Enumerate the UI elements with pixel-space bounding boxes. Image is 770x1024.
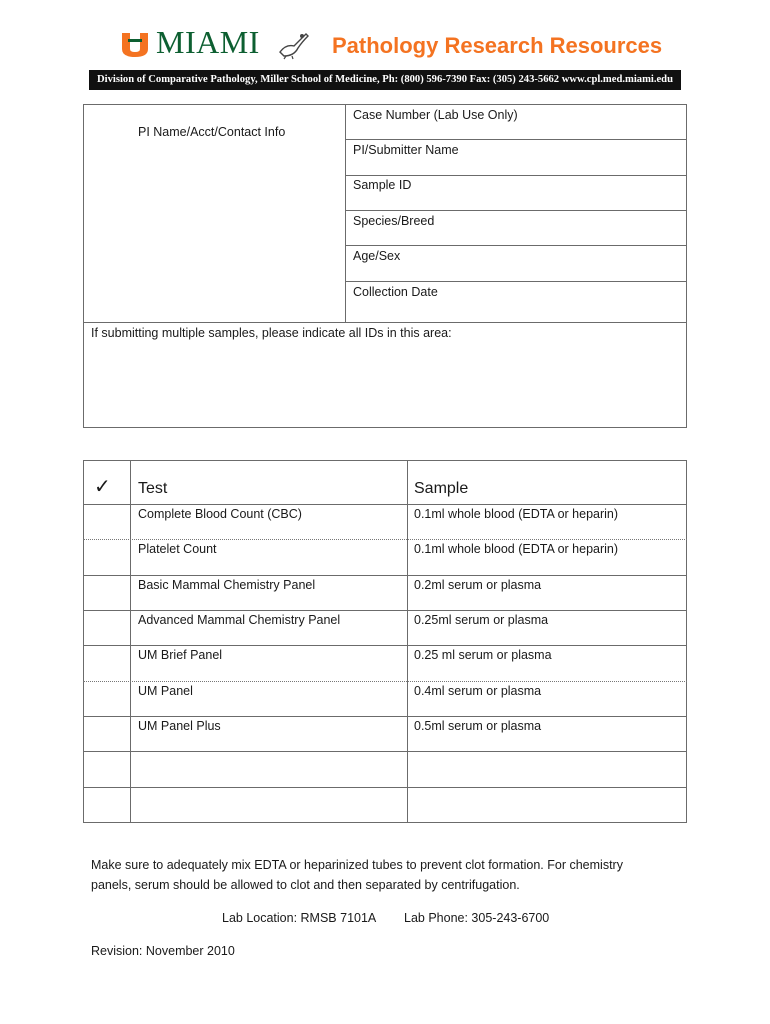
row-divider [83, 787, 687, 788]
sample-requirement: 0.1ml whole blood (EDTA or heparin) [414, 542, 619, 556]
species-breed-field[interactable]: Species/Breed [353, 214, 435, 228]
test-name: Advanced Mammal Chemistry Panel [138, 613, 341, 627]
um-u-logo [120, 31, 150, 58]
field-divider [345, 175, 687, 176]
sample-requirement: 0.25ml serum or plasma [414, 613, 549, 627]
sample-id-field[interactable]: Sample ID [353, 178, 412, 192]
row-checkbox[interactable] [83, 682, 130, 716]
multiple-samples-area[interactable]: If submitting multiple samples, please indicate all IDs in this area: [91, 326, 452, 340]
row-divider [83, 539, 687, 540]
ibis-mascot-icon [276, 26, 310, 60]
row-checkbox[interactable] [83, 540, 130, 575]
row-checkbox[interactable] [83, 752, 130, 787]
instruction-note: Make sure to adequately mix EDTA or heparinized tubes to prevent clot formation. For chemistry [91, 858, 623, 872]
collection-date-field[interactable]: Collection Date [353, 285, 438, 299]
test-name: UM Brief Panel [138, 648, 223, 662]
instruction-note: panels, serum should be allowed to clot and then separated by centrifugation. [91, 878, 520, 892]
test-name: Platelet Count [138, 542, 217, 556]
case-number-field[interactable]: Case Number (Lab Use Only) [353, 108, 518, 122]
sample-header: Sample [414, 480, 469, 497]
field-divider [345, 210, 687, 211]
test-name: Complete Blood Count (CBC) [138, 507, 302, 521]
row-checkbox[interactable] [83, 717, 130, 751]
field-divider [345, 139, 687, 140]
logo-miami-text: MIAMI [156, 24, 260, 60]
pi-submitter-field[interactable]: PI/Submitter Name [353, 143, 459, 157]
row-divider [83, 751, 687, 752]
field-divider [345, 281, 687, 282]
division-bar: Division of Comparative Pathology, Miller School of Medicine, Ph: (800) 596-7390 Fax: (305) 243-5662 www.cpl.med.miami.edu [89, 70, 681, 90]
field-divider [345, 245, 687, 246]
lab-location: Lab Location: RMSB 7101A [222, 911, 377, 925]
pi-label: PI Name/Acct/Contact Info [138, 125, 286, 139]
age-sex-field[interactable]: Age/Sex [353, 249, 401, 263]
row-divider [83, 716, 687, 717]
lab-phone: Lab Phone: 305-243-6700 [404, 911, 550, 925]
row-divider [83, 610, 687, 611]
test-name: UM Panel Plus [138, 719, 221, 733]
row-checkbox[interactable] [83, 646, 130, 681]
row-divider [83, 575, 687, 576]
sample-requirement: 0.1ml whole blood (EDTA or heparin) [414, 507, 619, 521]
sample-col-divider [407, 460, 408, 823]
test-name: UM Panel [138, 684, 193, 698]
sample-requirement: 0.25 ml serum or plasma [414, 648, 552, 662]
revision-date: Revision: November 2010 [91, 944, 235, 958]
check-col-divider [130, 460, 131, 823]
test-name: Basic Mammal Chemistry Panel [138, 578, 316, 592]
row-divider [83, 681, 687, 682]
info-divider [345, 104, 346, 322]
sample-requirement: 0.4ml serum or plasma [414, 684, 542, 698]
sample-requirement: 0.2ml serum or plasma [414, 578, 542, 592]
sample-requirement: 0.5ml serum or plasma [414, 719, 542, 733]
checkmark-icon: ✓ [94, 476, 111, 498]
row-checkbox[interactable] [83, 505, 130, 539]
header-divider [83, 504, 687, 505]
header-title: Pathology Research Resources [332, 33, 663, 58]
row-checkbox[interactable] [83, 788, 130, 822]
row-divider [83, 645, 687, 646]
row-checkbox[interactable] [83, 611, 130, 645]
test-header: Test [138, 480, 168, 497]
row-checkbox[interactable] [83, 576, 130, 610]
multi-divider [83, 322, 687, 323]
